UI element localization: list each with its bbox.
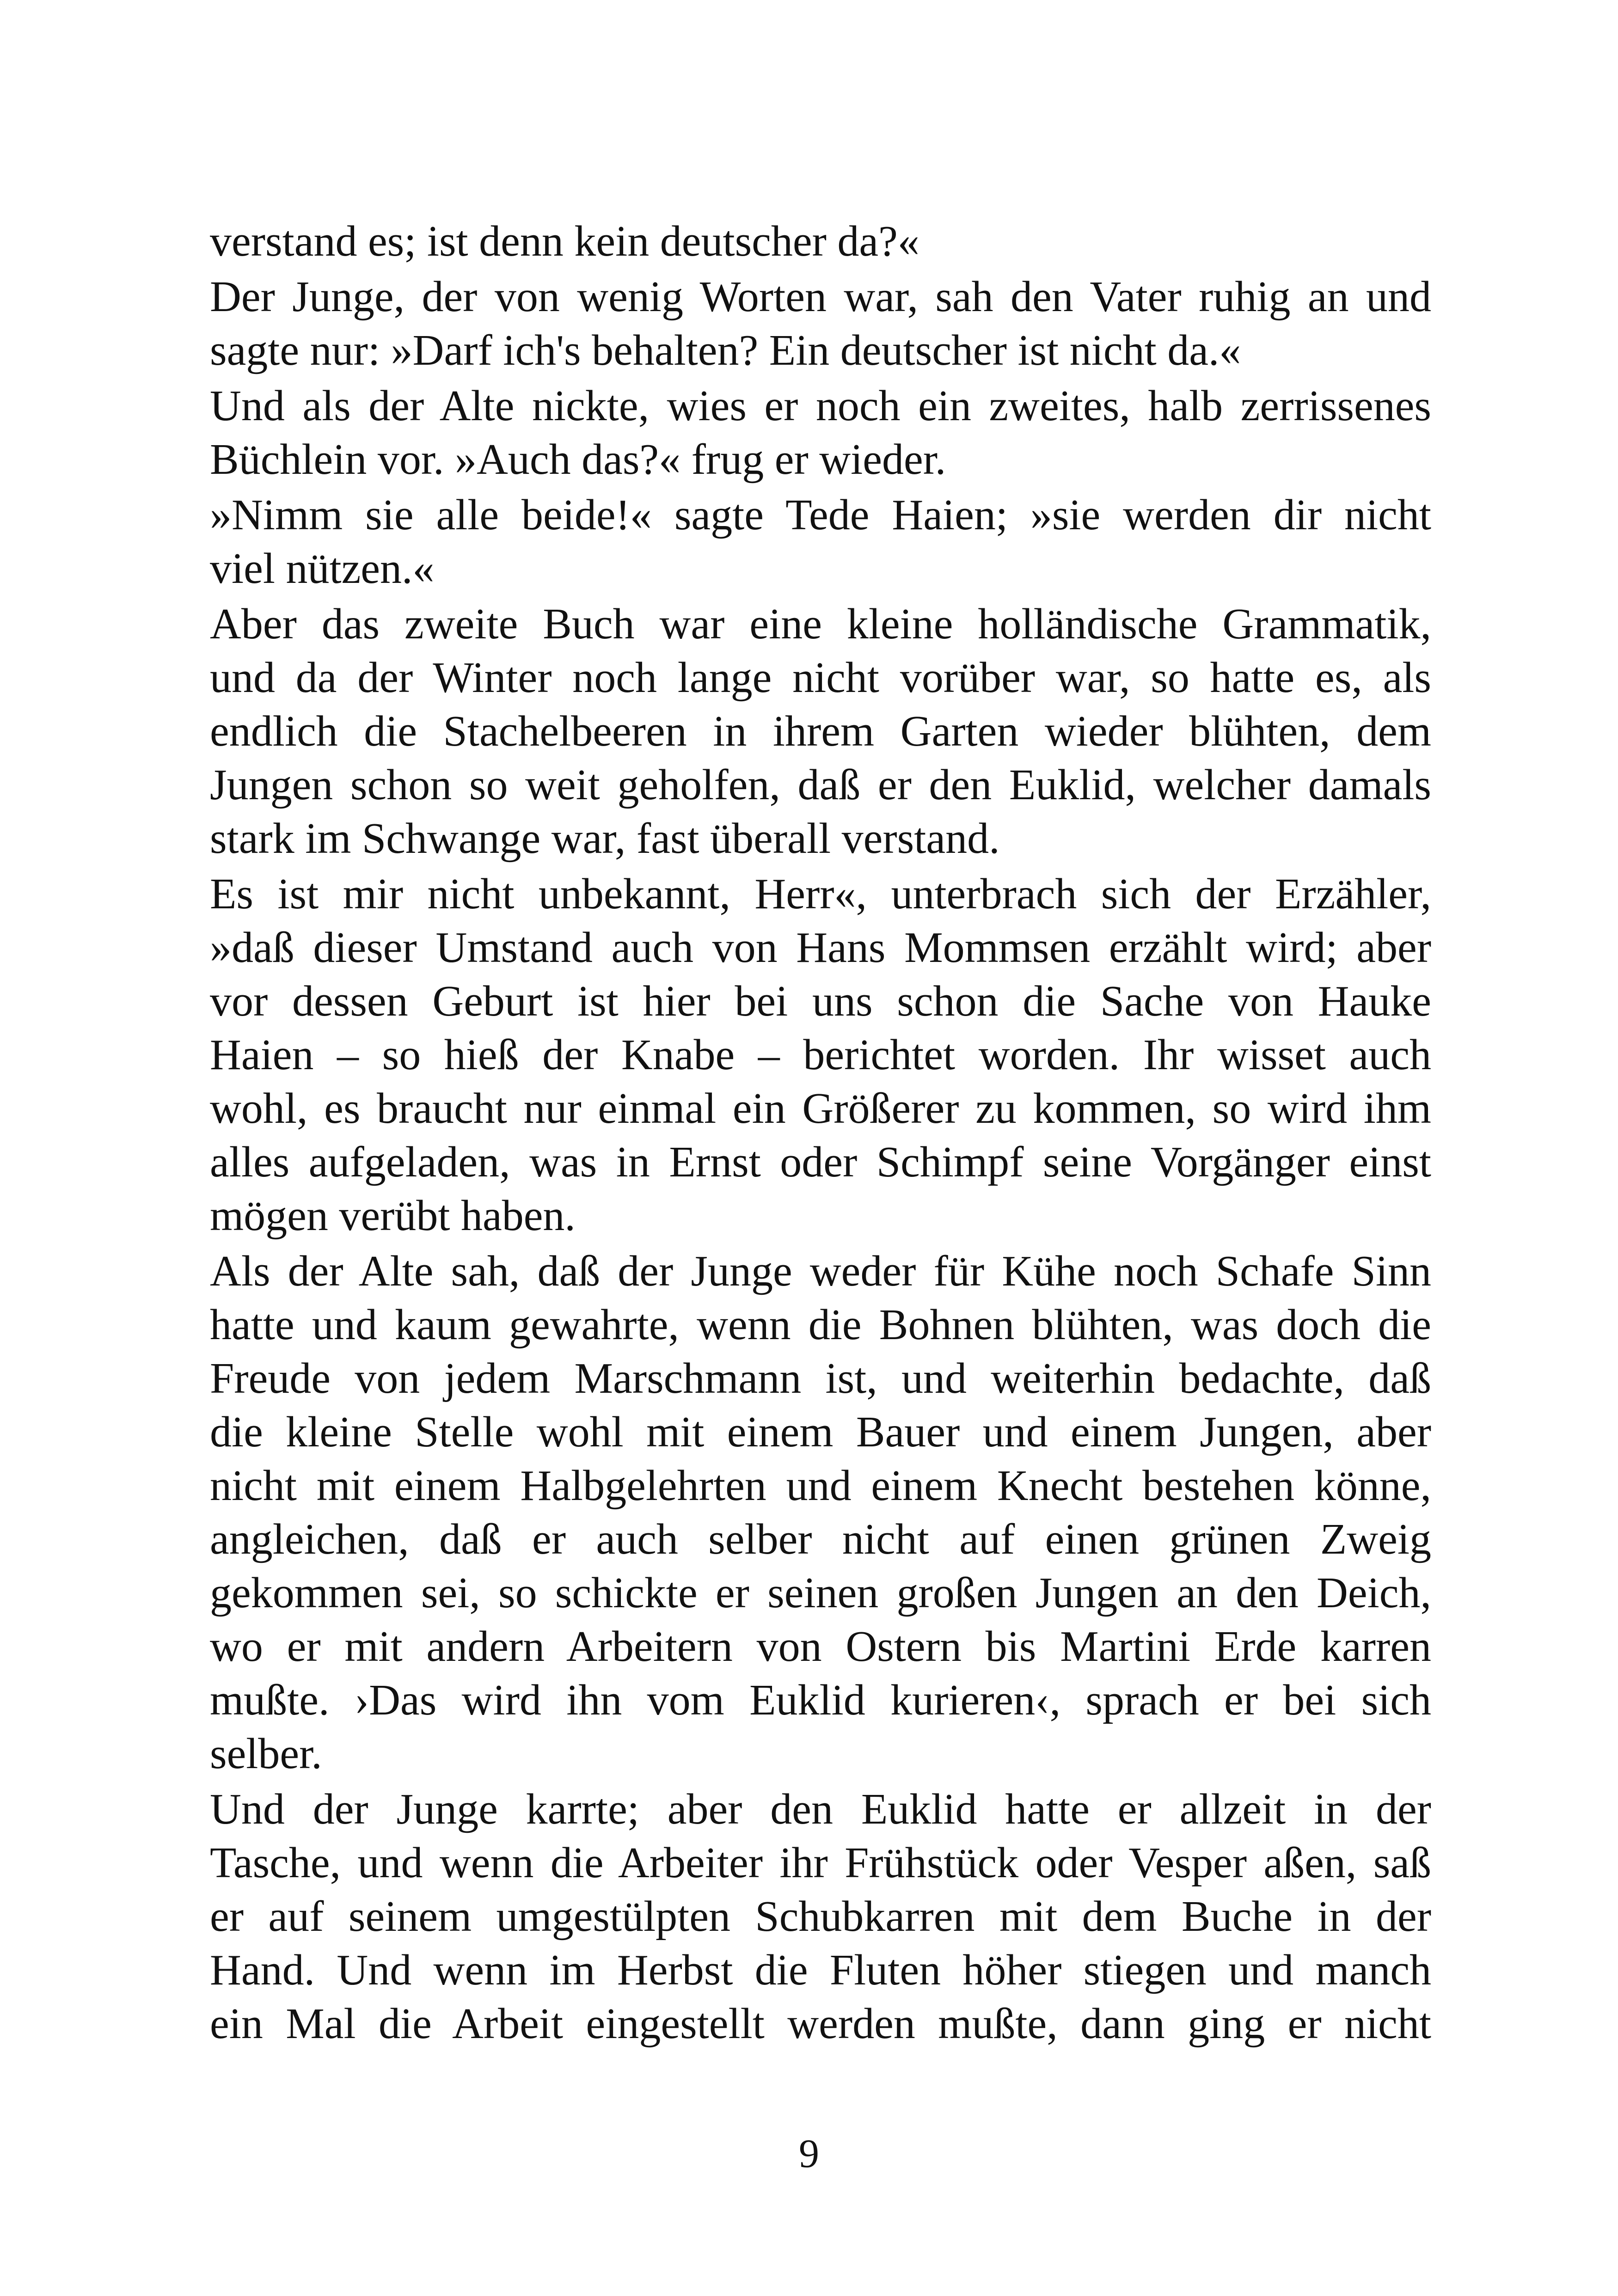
text-line: verstand es; ist denn kein deutscher da?« <box>210 217 919 265</box>
text-line: wohl, es braucht nur einmal ein Größerer zu kommen, so wird ihm <box>210 1084 1431 1133</box>
text-line: ein Mal die Arbeit eingestellt werden mußte, dann ging er nicht <box>210 2000 1431 2048</box>
text-line: Und der Junge karrte; aber den Euklid hatte er allzeit in der <box>210 1785 1431 1833</box>
text-line: Es ist mir nicht unbekannt, Herr«, unterbrach sich der Erzähler, <box>210 870 1431 918</box>
paragraph <box>210 270 1431 377</box>
text-line: und da der Winter noch lange nicht vorüber war, so hatte es, als <box>210 654 1431 702</box>
text-line: vor dessen Geburt ist hier bei uns schon die Sache von Hauke <box>210 977 1431 1025</box>
text-line: Freude von jedem Marschmann ist, und weiterhin bedachte, daß <box>210 1354 1431 1402</box>
text-line: Tasche, und wenn die Arbeiter ihr Frühstück oder Vesper aßen, saß <box>210 1839 1431 1887</box>
text-line: Und als der Alte nickte, wies er noch ein zweites, halb zerrissenes <box>210 382 1431 430</box>
text-body <box>210 214 1431 2052</box>
text-line: Jungen schon so weit geholfen, daß er den Euklid, welcher damals <box>210 761 1431 809</box>
text-line: wo er mit andern Arbeitern von Ostern bis Martini Erde karren <box>210 1623 1431 1671</box>
paragraph <box>210 867 1431 1243</box>
text-line: gekommen sei, so schickte er seinen großen Jungen an den Deich, <box>210 1569 1431 1617</box>
text-line: Haien – so hieß der Knabe – berichtet worden. Ihr wisset auch <box>210 1031 1431 1079</box>
text-line: alles aufgeladen, was in Ernst oder Schimpf seine Vorgänger einst <box>210 1138 1431 1186</box>
paragraph <box>210 597 1431 865</box>
text-line: Aber das zweite Buch war eine kleine holländische Grammatik, <box>210 600 1431 648</box>
text-line: sagte nur: »Darf ich's behalten? Ein deutscher ist nicht da.« <box>210 326 1241 374</box>
text-line: hatte und kaum gewahrte, wenn die Bohnen blühten, was doch die <box>210 1301 1431 1349</box>
text-line: nicht mit einem Halbgelehrten und einem Knecht bestehen könne, <box>210 1462 1431 1510</box>
paragraph <box>210 379 1431 486</box>
text-line: endlich die Stachelbeeren in ihrem Garten wieder blühten, dem <box>210 707 1431 755</box>
text-line: Als der Alte sah, daß der Junge weder für Kühe noch Schafe Sinn <box>210 1247 1431 1295</box>
text-line: mögen verübt haben. <box>210 1192 576 1240</box>
paragraph <box>210 1782 1431 2051</box>
text-line: viel nützen.« <box>210 545 435 593</box>
text-line: stark im Schwange war, fast überall verstand. <box>210 814 1000 863</box>
text-line: »daß dieser Umstand auch von Hans Mommsen erzählt wird; aber <box>210 924 1431 972</box>
text-line: Der Junge, der von wenig Worten war, sah den Vater ruhig an und <box>210 273 1431 321</box>
text-line: er auf seinem umgestülpten Schubkarren mit dem Buche in der <box>210 1892 1431 1941</box>
paragraph <box>210 214 1431 268</box>
text-line: die kleine Stelle wohl mit einem Bauer und einem Jungen, aber <box>210 1408 1431 1456</box>
text-line: selber. <box>210 1730 322 1778</box>
text-line: »Nimm sie alle beide!« sagte Tede Haien; »sie werden dir nicht <box>210 491 1431 539</box>
paragraph <box>210 1244 1431 1781</box>
text-line: mußte. ›Das wird ihn vom Euklid kurieren‹, sprach er bei sich <box>210 1676 1431 1724</box>
text-line: Büchlein vor. »Auch das?« frug er wieder. <box>210 435 946 484</box>
paragraph <box>210 488 1431 595</box>
text-line: Hand. Und wenn im Herbst die Fluten höher stiegen und manch <box>210 1946 1431 1994</box>
page-number: 9 <box>799 2131 819 2176</box>
text-line: angleichen, daß er auch selber nicht auf einen grünen Zweig <box>210 1515 1431 1563</box>
